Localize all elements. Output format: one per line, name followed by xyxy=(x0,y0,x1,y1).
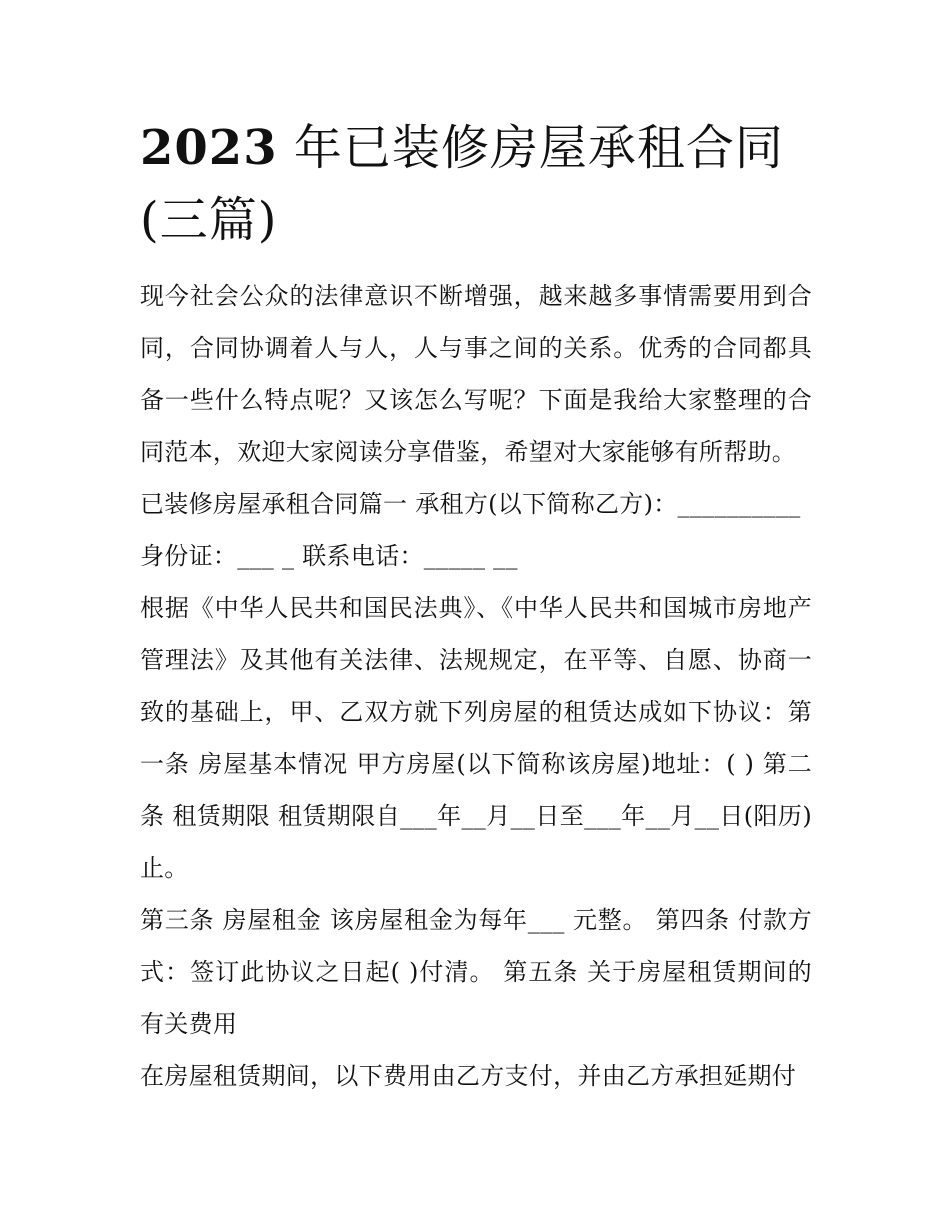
document-page xyxy=(140,112,812,1102)
rent-payment-paragraph: 第三条 房屋租金 该房屋租金为每年___ 元整。 第四条 付款方式：签订此协议之日起( )付清。 第五条 关于房屋租赁期间的有关费用 xyxy=(140,906,812,1038)
lessee-line: 已装修房屋承租合同篇一 承租方(以下简称乙方)：__________ xyxy=(140,490,801,518)
legal-basis-paragraph: 根据《中华人民共和国民法典》、《中华人民共和国城市房地产管理法》及其他有关法律、法规规定，在平等、自愿、协商一致的基础上，甲、乙双方就下列房屋的租赁达成如下协议：第一条 房屋基本情况 甲方房屋(以下简称该房屋)地址：( ) 第二条 租赁期限 租赁期限自___年__月__日至___年__月__日(阳历)止。 xyxy=(140,594,812,882)
document-title xyxy=(140,112,812,256)
id-phone-line: 身份证：___ _ 联系电话：_____ __ xyxy=(140,542,518,570)
fees-paragraph: 在房屋租赁期间，以下费用由乙方支付，并由乙方承担延期付 xyxy=(140,1062,797,1090)
title-year: 2023 xyxy=(140,120,278,176)
intro-paragraph: 现今社会公众的法律意识不断增强，越来越多事情需要用到合同，合同协调着人与人，人与事之间的关系。优秀的合同都具备一些什么特点呢？又该怎么写呢？下面是我给大家整理的合同范本，欢迎大家阅读分享借鉴，希望对大家能够有所帮助。 xyxy=(140,282,812,466)
title-line2: (三篇) xyxy=(140,192,278,248)
title-line1: 年已装修房屋承租合同 xyxy=(277,120,784,176)
